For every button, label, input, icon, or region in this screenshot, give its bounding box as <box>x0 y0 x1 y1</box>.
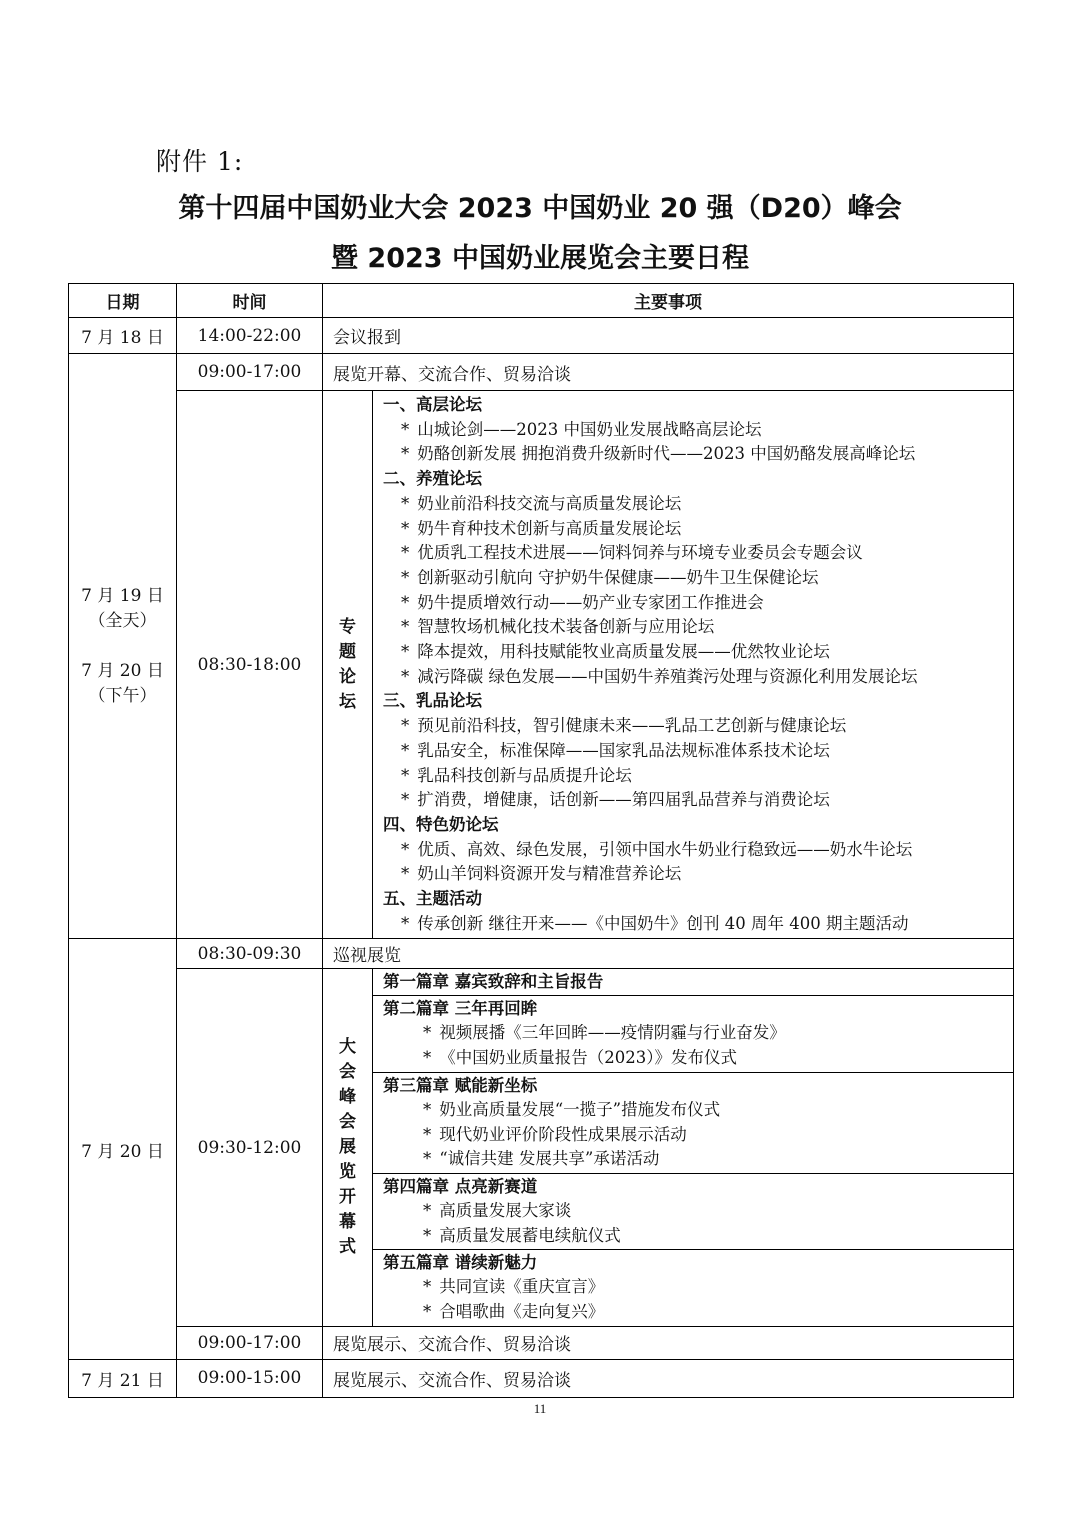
list-item: * 奶业高质量发展“一揽子”措施发布仪式 <box>423 1099 721 1119</box>
table-row <box>69 1359 1014 1397</box>
summit-label <box>323 969 373 1326</box>
list-item: * 乳品安全，标准保障——国家乳品法规标准体系技术论坛 <box>401 740 830 760</box>
label-char: 专 <box>339 616 356 637</box>
label-char: 览 <box>339 1162 356 1183</box>
header-matters: 主要事项 <box>323 284 1014 318</box>
summit-chapters <box>373 969 1014 1326</box>
time-cell: 09:30-12:00 <box>177 969 323 1326</box>
chapter-title: 第一篇章 嘉宾致辞和主旨报告 <box>383 972 604 992</box>
section-title: 二、养殖论坛 <box>383 469 482 489</box>
list-item: * 智慧牧场机械化技术装备创新与应用论坛 <box>401 617 715 637</box>
list-item: * 奶业前沿科技交流与高质量发展论坛 <box>401 493 682 513</box>
date-jul20: 7 月 20 日 <box>81 660 164 681</box>
label-char: 峰 <box>339 1087 356 1108</box>
chapter-title: 第三篇章 赋能新坐标 <box>383 1075 538 1095</box>
list-item: * 奶牛提质增效行动——奶产业专家团工作推进会 <box>401 592 764 612</box>
list-item: * 《中国奶业质量报告（2023）》发布仪式 <box>423 1048 737 1068</box>
header-row <box>69 284 1014 318</box>
summit-row <box>69 969 1014 1326</box>
label-char: 会 <box>339 1112 356 1133</box>
date-jul19: 7 月 19 日 <box>81 585 164 606</box>
section-title: 四、特色奶论坛 <box>383 814 499 834</box>
document-title-line1: 第十四届中国奶业大会 2023 中国奶业 20 强（D20）峰会 <box>178 193 902 224</box>
list-item: * 乳品科技创新与品质提升论坛 <box>401 765 632 785</box>
time-cell: 09:00-15:00 <box>177 1359 323 1397</box>
date-jul19-note: （全天） <box>88 610 157 631</box>
label-char: 开 <box>339 1187 356 1208</box>
matter-cell: 巡视展览 <box>323 939 1014 969</box>
label-char: 幕 <box>339 1212 356 1233</box>
list-item: * 奶山羊饲料资源开发与精准营养论坛 <box>401 864 682 884</box>
list-item: * 优质乳工程技术进展——饲料饲养与环境专业委员会专题会议 <box>401 543 863 563</box>
list-item: * 扩消费，增健康，话创新——第四届乳品营养与消费论坛 <box>401 790 830 810</box>
matter-cell: 展览开幕、交流合作、贸易洽谈 <box>323 354 1014 391</box>
matter-cell: 展览展示、交流合作、贸易洽谈 <box>323 1326 1014 1359</box>
list-item: * 共同宣读《重庆宣言》 <box>423 1277 605 1297</box>
list-item: * 优质、高效、绿色发展，引领中国水牛奶业行稳致远——奶水牛论坛 <box>401 839 913 859</box>
matter-cell: 会议报到 <box>323 318 1014 354</box>
label-char: 坛 <box>339 691 356 712</box>
section-title: 三、乳品论坛 <box>383 691 482 711</box>
label-char: 论 <box>339 666 356 687</box>
list-item: * 奶酪创新发展 拥抱消费升级新时代——2023 中国奶酪发展高峰论坛 <box>401 444 916 464</box>
time-cell: 08:30-18:00 <box>177 391 323 939</box>
list-item: * 减污降碳 绿色发展——中国奶牛养殖粪污处理与资源化利用发展论坛 <box>401 666 918 686</box>
schedule-table <box>68 283 1014 1398</box>
section-title: 五、主题活动 <box>383 889 482 909</box>
chapter-title: 第二篇章 三年再回眸 <box>383 999 538 1019</box>
chapter <box>373 1073 1013 1174</box>
forum-sections <box>373 391 1014 939</box>
list-item: * 视频展播《三年回眸——疫情阴霾与行业奋发》 <box>423 1023 786 1043</box>
date-cell-jul19-20 <box>69 354 177 939</box>
document-title-line2: 暨 2023 中国奶业展览会主要日程 <box>331 243 749 274</box>
date-cell-jul20: 7 月 20 日 <box>69 939 177 1359</box>
section-title: 一、高层论坛 <box>383 395 482 414</box>
chapter <box>373 996 1013 1072</box>
time-cell: 09:00-17:00 <box>177 354 323 391</box>
forum-label <box>323 391 373 939</box>
table-row <box>69 318 1014 354</box>
time-cell: 09:00-17:00 <box>177 1326 323 1359</box>
label-char: 式 <box>339 1237 356 1258</box>
list-item: * 高质量发展大家谈 <box>423 1200 572 1220</box>
chapter <box>373 969 1013 996</box>
list-item: * 创新驱动引航向 守护奶牛保健康——奶牛卫生保健论坛 <box>401 567 819 587</box>
list-item: * “诚信共建 发展共享”承诺活动 <box>423 1149 660 1169</box>
list-item: * 预见前沿科技，智引健康未来——乳品工艺创新与健康论坛 <box>401 716 847 736</box>
list-item: * 降本提效，用科技赋能牧业高质量发展——优然牧业论坛 <box>401 642 830 662</box>
attachment-label: 附件 1: <box>156 147 244 176</box>
time-cell: 08:30-09:30 <box>177 939 323 969</box>
header-time: 时间 <box>177 284 323 318</box>
label-char: 展 <box>339 1137 356 1158</box>
chapter <box>373 1250 1013 1325</box>
table-row <box>69 1326 1014 1359</box>
page-number: 11 <box>533 1401 547 1416</box>
label-char: 会 <box>339 1062 356 1083</box>
list-item: * 合唱歌曲《走向复兴》 <box>423 1302 605 1322</box>
label-char: 题 <box>339 641 356 662</box>
forum-row <box>69 391 1014 939</box>
list-item: * 传承创新 继往开来——《中国奶牛》创刊 40 周年 400 期主题活动 <box>401 913 909 933</box>
header-date: 日期 <box>69 284 177 318</box>
list-item: * 奶牛育种技术创新与高质量发展论坛 <box>401 518 682 538</box>
chapter-title: 第五篇章 谱续新魅力 <box>383 1253 538 1273</box>
label-char: 大 <box>339 1037 356 1058</box>
date-jul20-note: （下午） <box>88 685 157 706</box>
table-row <box>69 939 1014 969</box>
time-cell: 14:00-22:00 <box>177 318 323 354</box>
list-item: * 山城论剑——2023 中国奶业发展战略高层论坛 <box>401 419 762 439</box>
matter-cell: 展览展示、交流合作、贸易洽谈 <box>323 1359 1014 1397</box>
date-cell: 7 月 21 日 <box>69 1359 177 1397</box>
date-cell: 7 月 18 日 <box>69 318 177 354</box>
chapter-title: 第四篇章 点亮新赛道 <box>383 1176 538 1196</box>
list-item: * 高质量发展蓄电续航仪式 <box>423 1225 621 1245</box>
chapter <box>373 1174 1013 1250</box>
list-item: * 现代奶业评价阶段性成果展示活动 <box>423 1124 687 1144</box>
table-row <box>69 354 1014 391</box>
